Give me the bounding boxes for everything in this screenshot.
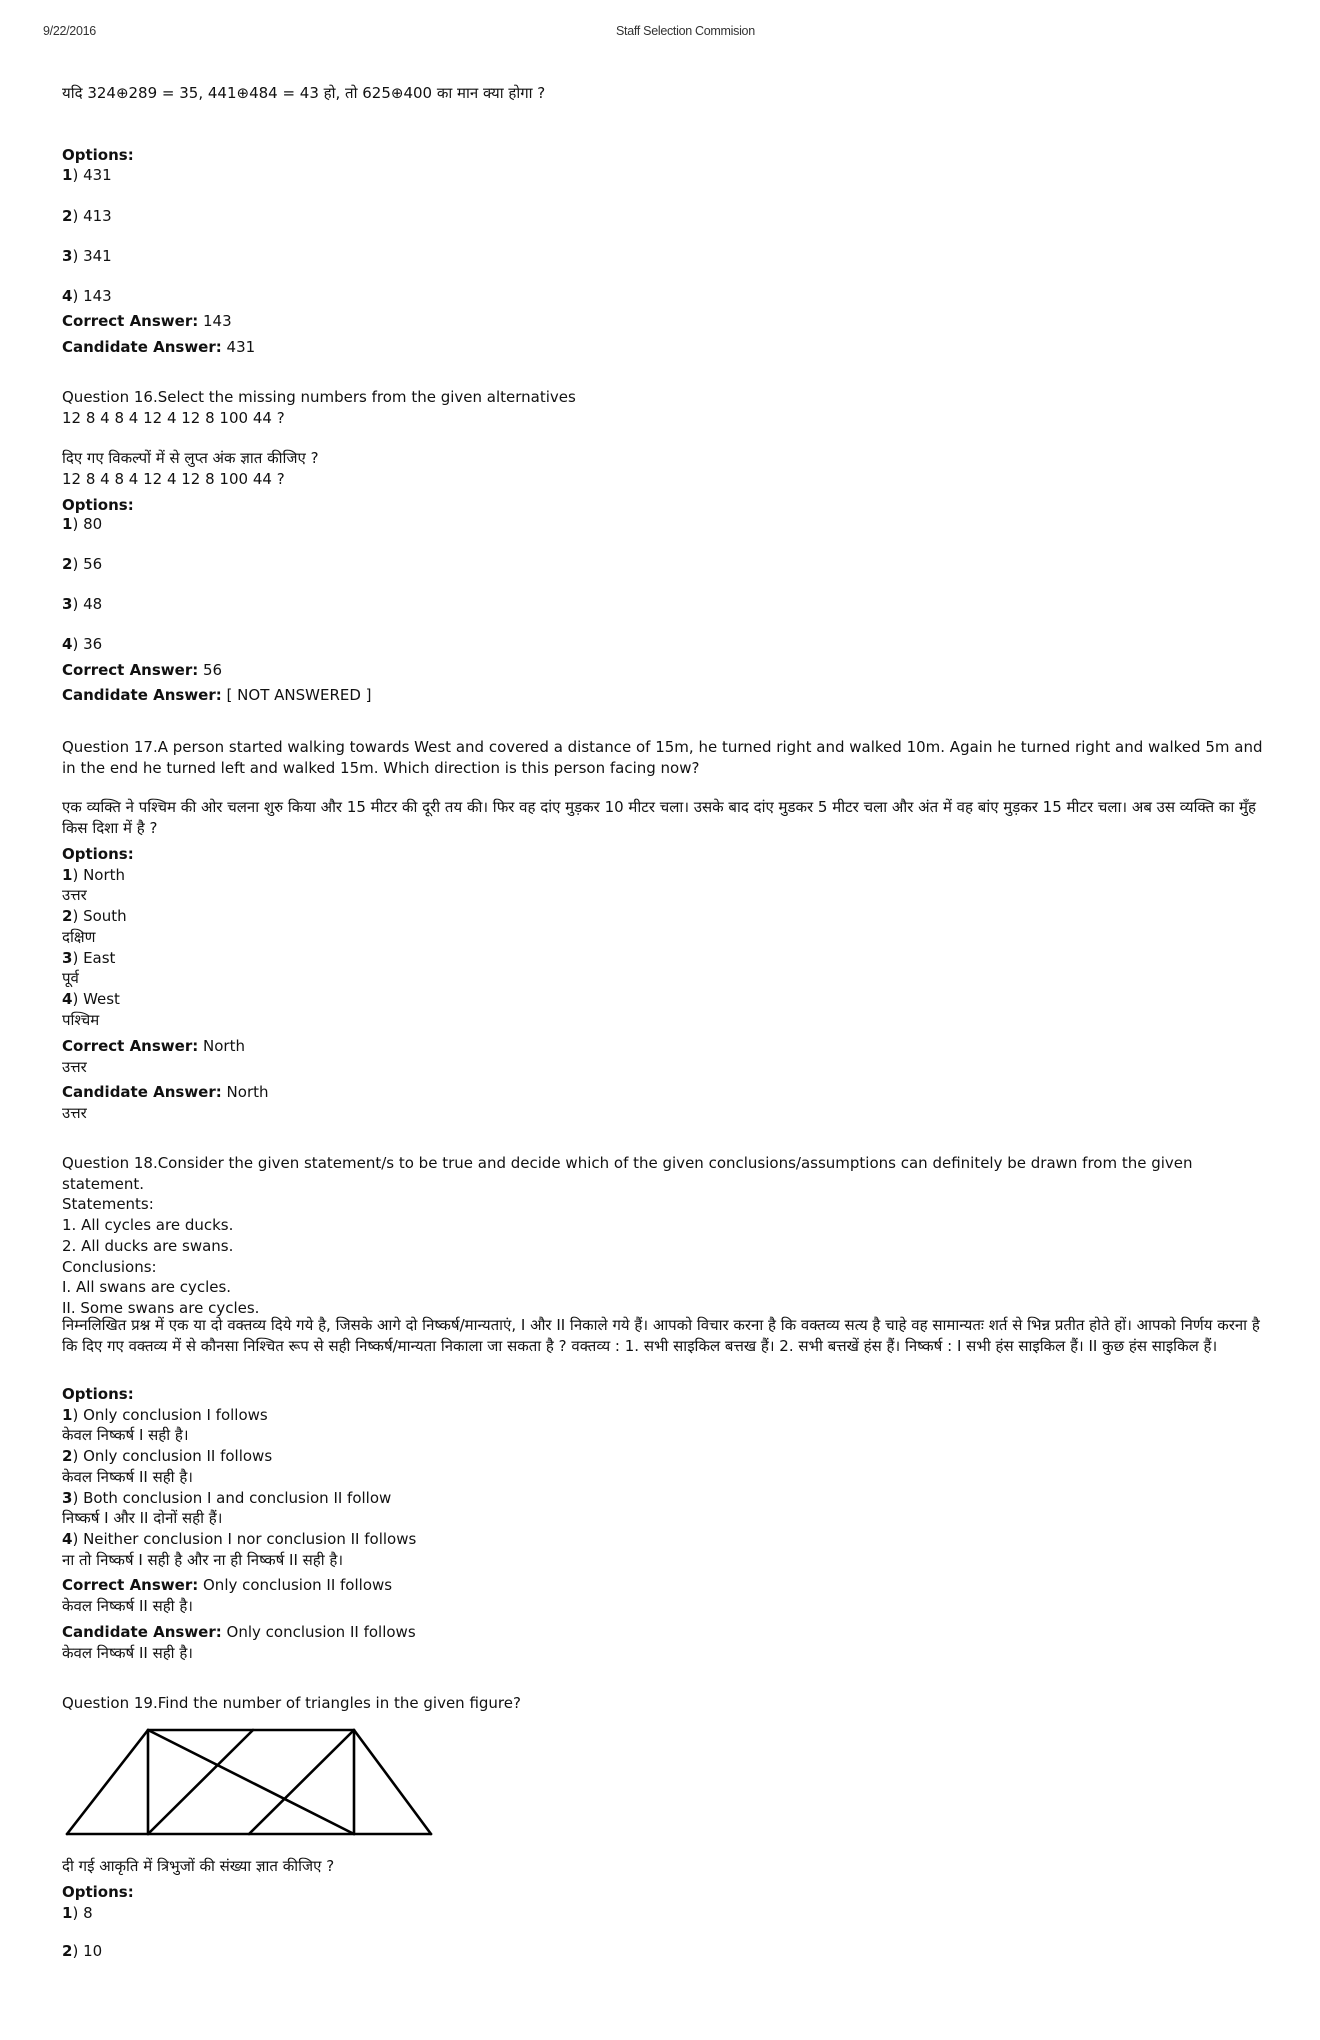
q15-options-label: Options:: [62, 146, 134, 164]
q18-option-1-hindi: केवल निष्कर्ष I सही है।: [62, 1426, 189, 1445]
q17-option-3-hindi: पूर्व: [62, 969, 79, 988]
q18-correct-answer: Correct Answer: Only conclusion II follows केवल निष्कर्ष II सही है।: [62, 1576, 393, 1615]
q16-question: Question 16.Select the missing numbers from the given alternatives 12 8 4 8 4 12 4 12 8 100 44 ?: [62, 388, 576, 427]
q19-options-label: Options:: [62, 1883, 134, 1901]
q17-option-2-hindi: दक्षिण: [62, 927, 96, 946]
q18-option-3-hindi: निष्कर्ष I और II दोनों सही हैं।: [62, 1509, 223, 1528]
q17-question-hindi: एक व्यक्ति ने पश्चिम की ओर चलना शुरु किया और 15 मीटर की दूरी तय की। फिर वह दांए मुड़कर 10 मीटर चला। उसके बाद दांए मुडकर 5 मीटर चला और अंत में वह बांए मुड़कर 15 मीटर चला। अब उस व्यक्ति का मुँह किस दिशा में है ?: [62, 798, 1256, 837]
q19-question-hindi: दी गई आकृति में त्रिभुजों की संख्या ज्ञात कीजिए ?: [62, 1857, 335, 1875]
q18-option-3: 3) Both conclusion I and conclusion II follow: [62, 1488, 392, 1507]
q15-option-1: 1) 431: [62, 166, 112, 184]
q18-question: Question 18.Consider the given statement/s to be true and decide which of the given conclusions/assumptions can definitely be drawn from the given statement. Statements: 1. All cycles are ducks. 2. All ducks are swans. Conclusions: I. All swans are cycles. II. Some swans are cycles.: [62, 1154, 1198, 1317]
q18-option-4: 4) Neither conclusion I nor conclusion II follows: [62, 1529, 417, 1548]
q16-question-hindi: दिए गए विकल्पों में से लुप्त अंक ज्ञात कीजिए ? 12 8 4 8 4 12 4 12 8 100 44 ?: [62, 449, 319, 488]
q16-option-3: 3) 48: [62, 595, 103, 613]
q17-options: [62, 844, 1277, 1030]
q17-correct-answer: Correct Answer: North उत्तर: [62, 1037, 245, 1076]
q17-option-1-hindi: उत्तर: [62, 886, 87, 905]
q18-options-label: Options:: [62, 1385, 134, 1403]
q18-question-hindi: निम्नलिखित प्रश्न में एक या दो वक्तव्य दिये गये है, जिसके आगे दो निष्कर्ष/मान्यताएं, I और II निकाले गये हैं। आपको विचार करना है कि वक्तव्य सत्य है चाहे वह सामान्यतः शर्त से भिन्न प्रतीत होते हों। आपको निर्णय करना है कि दिए गए वक्तव्य में से कौनसा निश्चित रूप से सही निष्कर्ष/मान्यता निकाला जा सकता है ? वक्तव्य : 1. सभी साइकिल बत्तख हैं। 2. सभी बत्तखें हंस हैं। निष्कर्ष : I सभी हंस साइकिल हैं। II कुछ हंस साइकिल हैं।: [62, 1316, 1260, 1355]
q15-option-4: 4) 143: [62, 287, 112, 305]
print-date: 9/22/2016: [43, 24, 96, 38]
q16-candidate-answer: Candidate Answer: [ NOT ANSWERED ]: [62, 686, 372, 704]
q18-options: [62, 1384, 1277, 1570]
q17-candidate-answer: Candidate Answer: North उत्तर: [62, 1083, 269, 1122]
q16-option-1: 1) 80: [62, 515, 103, 533]
q17-options-label: Options:: [62, 845, 134, 863]
q15-correct-answer: Correct Answer: 143: [62, 312, 232, 330]
q19-option-1: 1) 8: [62, 1904, 93, 1922]
q15-option-2: 2) 413: [62, 207, 112, 225]
q17-question: Question 17.A person started walking towards West and covered a distance of 15m, he turned right and walked 10m. Again he turned right and walked 5m and in the end he turned left and walked 15m. Which direction is this person facing now?: [62, 738, 1263, 777]
q16-correct-answer: Correct Answer: 56: [62, 661, 223, 679]
q16-options-label: Options:: [62, 496, 134, 514]
q18-option-2-hindi: केवल निष्कर्ष II सही है।: [62, 1467, 193, 1486]
print-title: Staff Selection Commision: [616, 24, 755, 38]
q15-option-3: 3) 341: [62, 247, 112, 265]
q18-option-4-hindi: ना तो निष्कर्ष I सही है और ना ही निष्कर्ष II सही है।: [62, 1550, 344, 1569]
q18-option-1: 1) Only conclusion I follows: [62, 1405, 268, 1424]
q17-option-4-hindi: पश्चिम: [62, 1010, 100, 1029]
q18-candidate-answer: Candidate Answer: Only conclusion II follows केवल निष्कर्ष II सही है।: [62, 1623, 416, 1662]
q17-option-2: 2) South: [62, 907, 127, 926]
q18-option-2: 2) Only conclusion II follows: [62, 1447, 273, 1466]
q15-candidate-answer: Candidate Answer: 431: [62, 338, 256, 356]
q16-option-4: 4) 36: [62, 635, 103, 653]
q16-option-2: 2) 56: [62, 555, 103, 573]
q15-question-hindi: यदि 324⊕289 = 35, 441⊕484 = 43 हो, तो 625⊕400 का मान क्या होगा ?: [62, 84, 546, 102]
q17-option-3: 3) East: [62, 948, 116, 967]
q19-option-2: 2) 10: [62, 1942, 103, 1958]
q19-question: Question 19.Find the number of triangles in the given figure?: [62, 1694, 521, 1712]
q17-option-1: 1) North: [62, 865, 126, 884]
q17-option-4: 4) West: [62, 989, 120, 1008]
